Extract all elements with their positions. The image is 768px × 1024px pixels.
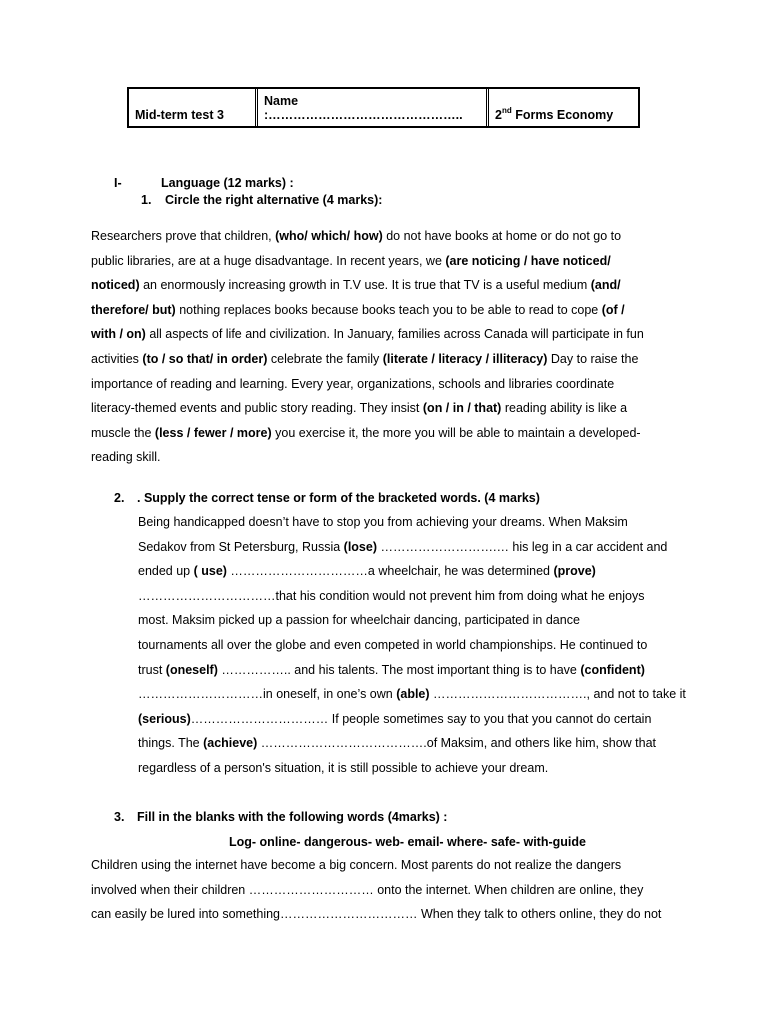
header-table <box>127 87 640 128</box>
option-text: (serious) <box>138 711 191 726</box>
body-text: celebrate the family <box>267 351 383 366</box>
text-line <box>91 273 644 298</box>
body-text: …………….. and his talents. The most important thing is to have <box>217 662 581 677</box>
body-text: Children using the internet have become a big concern. Most parents do not realize the dangers <box>91 858 622 872</box>
body-text: Day to raise the <box>547 351 639 366</box>
body-text: all aspects of life and civilization. In January, families across Canada will participate in fun <box>145 327 644 342</box>
text-line <box>91 421 644 446</box>
option-text: ( use) <box>193 564 227 579</box>
text-line <box>138 707 686 732</box>
option-text: (achieve) <box>203 736 258 751</box>
text-line <box>138 535 686 560</box>
body-text: muscle the <box>91 425 155 440</box>
option-text: (are noticing / have noticed/ <box>445 253 611 268</box>
body-text: ended up <box>138 564 194 579</box>
text-line <box>91 249 644 274</box>
text-line <box>91 347 644 372</box>
body-text: Sedakov from St Petersburg, Russia <box>138 539 344 554</box>
body-text: …………………………in oneself, in one’s own <box>138 687 397 702</box>
text-line <box>138 608 686 633</box>
body-text: you exercise it, the more you will be able to maintain a developed- <box>271 425 641 440</box>
question-3-paragraph <box>91 853 661 927</box>
form-cell <box>489 89 638 126</box>
body-text: reading skill. <box>91 450 161 465</box>
option-text: (lose) <box>343 539 377 554</box>
text-line <box>91 322 644 347</box>
option-text: (on / in / that) <box>422 401 502 416</box>
text-line <box>138 633 686 658</box>
body-text: ………………………………., and not to take it <box>429 687 686 702</box>
option-text: (to / so that/ in order) <box>142 351 268 366</box>
option-text: (confident) <box>580 662 645 677</box>
body-text: nothing replaces books because books teach you to be able to read to cope <box>175 302 602 317</box>
text-line <box>91 224 644 249</box>
option-text: (prove) <box>553 564 596 579</box>
text-line <box>91 298 644 323</box>
text-line <box>138 510 686 535</box>
option-text: (of / <box>601 302 625 317</box>
body-text: most. Maksim picked up a passion for wheelchair dancing, participated in dance <box>138 613 580 628</box>
text-line <box>91 372 644 397</box>
question-2-number: 2. <box>114 491 125 505</box>
word-list: Log- online- dangerous- web- email- where- safe- with-guide <box>229 835 586 849</box>
body-text: Researchers prove that children, <box>91 229 276 243</box>
option-text: (oneself) <box>165 662 218 677</box>
test-title: Mid-term test 3 <box>135 108 224 122</box>
body-text: …………………………… If people sometimes say to you that you cannot do certain <box>190 711 652 726</box>
question-3-number: 3. <box>114 810 125 824</box>
body-text: importance of reading and learning. Every year, organizations, schools and libraries coordinate <box>91 376 615 391</box>
body-text: ……………………………a wheelchair, he was determined <box>226 564 554 579</box>
name-cell <box>258 89 489 126</box>
question-3-title: Fill in the blanks with the following words (4marks) : <box>137 810 448 824</box>
option-text: (less / fewer / more) <box>154 425 272 440</box>
text-line <box>138 584 686 609</box>
test-title-cell <box>129 89 258 126</box>
body-text: do not have books at home or do not go to <box>382 229 622 243</box>
question-2-paragraph <box>138 510 686 781</box>
body-text: ……………………………that his condition would not prevent him from doing what he enjoys <box>138 588 645 603</box>
text-line <box>138 658 686 683</box>
option-text: with / on) <box>91 327 146 342</box>
text-line <box>138 756 686 781</box>
body-text: tournaments all over the globe and even competed in world championships. He continued to <box>138 637 648 652</box>
section-title: Language (12 marks) : <box>161 176 294 190</box>
body-text: regardless of a person's situation, it is still possible to achieve your dream. <box>138 760 549 775</box>
option-text: (able) <box>396 687 430 702</box>
option-text: (and/ <box>590 278 621 293</box>
text-line <box>91 853 661 878</box>
option-text: noticed) <box>91 278 140 293</box>
question-1-paragraph <box>91 224 644 470</box>
body-text: ……………………….… his leg in a car accident and <box>377 539 668 554</box>
body-text: trust <box>138 662 166 677</box>
body-text: involved when their children ………………………… onto the internet. When children are online, they <box>91 882 644 897</box>
option-text: (who/ which/ how) <box>275 229 383 243</box>
text-line <box>91 878 661 903</box>
question-1-title: Circle the right alternative (4 marks): <box>165 193 383 207</box>
text-line <box>138 731 686 756</box>
question-1-number: 1. <box>141 193 152 207</box>
text-line <box>91 902 661 927</box>
name-field: Name :……………………………………….. <box>264 94 463 122</box>
option-text: (literate / literacy / illiteracy) <box>382 351 548 366</box>
body-text: can easily be lured into something…………………………… When they talk to others online, they do not <box>91 907 662 922</box>
text-line <box>138 559 686 584</box>
body-text: things. The <box>138 736 204 751</box>
body-text: ………………………………….of Maksim, and others like him, show that <box>257 736 657 751</box>
body-text: reading ability is like a <box>501 401 628 416</box>
body-text: an enormously increasing growth in T.V use. It is true that TV is a useful medium <box>139 278 591 293</box>
body-text: literacy-themed events and public story reading. They insist <box>91 401 423 416</box>
text-line <box>138 682 686 707</box>
question-2-title: . Supply the correct tense or form of the bracketed words. (4 marks) <box>137 491 540 505</box>
section-numeral: I- <box>114 176 122 190</box>
option-text: therefore/ but) <box>91 302 176 317</box>
text-line <box>91 396 644 421</box>
form-label: 2nd Forms Economy <box>495 105 614 122</box>
body-text: public libraries, are at a huge disadvantage. In recent years, we <box>91 253 446 268</box>
text-line <box>91 445 644 470</box>
body-text: activities <box>91 351 143 366</box>
body-text: Being handicapped doesn’t have to stop you from achieving your dreams. When Maksim <box>138 515 628 529</box>
